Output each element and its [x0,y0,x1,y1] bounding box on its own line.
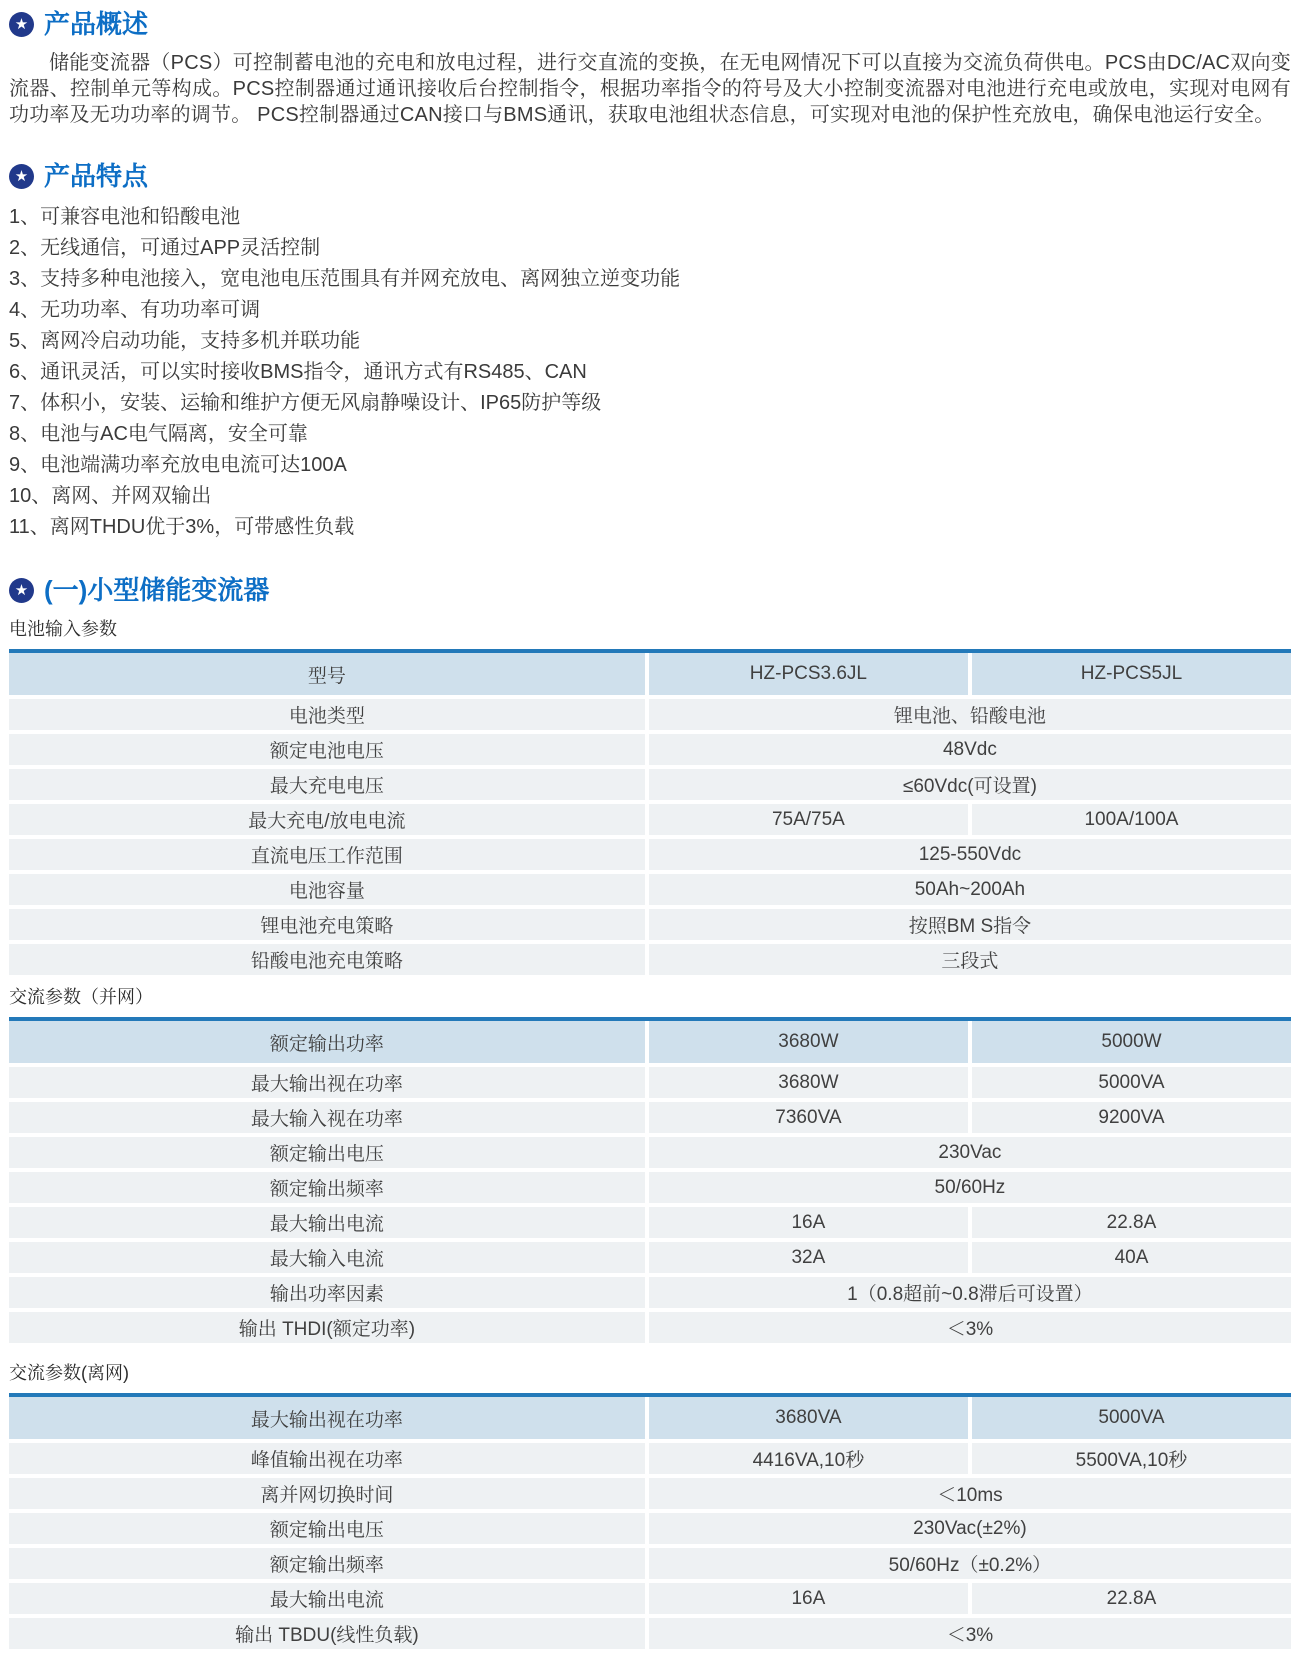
table-cell-value: 5000VA [972,1067,1291,1098]
table-cell-value: 22.8A [972,1207,1291,1238]
table-cell-value: 7360VA [649,1102,968,1133]
feature-item: 4、无功功率、有功功率可调 [9,299,261,321]
table-row [9,1443,1291,1474]
table-cell-value: 16A [649,1207,968,1238]
table-row [9,1242,1291,1273]
table-row [9,1102,1291,1133]
table-cell-value: 三段式 [649,944,1291,975]
table-cell-value: 16A [649,1583,968,1614]
table-cell-value: 4416VA,10秒 [649,1443,968,1474]
feature-item: 6、通讯灵活，可以实时接收BMS指令，通讯方式有RS485、CAN [9,361,587,383]
table-row [9,909,1291,940]
feature-item: 8、电池与AC电气隔离，安全可靠 [9,423,308,445]
table-row [9,699,1291,730]
table-cell-value: ＜3% [649,1618,1291,1649]
table-row [9,1312,1291,1343]
table-cell-label: 离并网切换时间 [9,1478,645,1509]
table-row [9,804,1291,835]
table-caption-ac-offgrid: 交流参数(离网) [9,1363,129,1383]
table-row [9,1478,1291,1509]
overview-body: 储能变流器（PCS）可控制蓄电池的充电和放电过程，进行交直流的变换，在无电网情况下可以直接为交流负荷供电。PCS由DC/AC双向变流器、控制单元等构成。PCS控制器通过通讯接收后台控制指令，根据功率指令的符号及大小控制变流器对电池进行充电或放电，实现对电网有功功率及无功功率的调节。 PCS控制器通过CAN接口与BMS通讯，获取电池组状态信息，可实现对电池的保护性充放电，确保电池运行安全。 [9,52,1291,126]
table-cell-label: 最大输入电流 [9,1242,645,1273]
feature-item: 7、体积小，安装、运输和维护方便无风扇静噪设计、IP65防护等级 [9,392,602,414]
table-cell-label: 最大充电/放电电流 [9,804,645,835]
table-cell-label: 输出功率因素 [9,1277,645,1308]
star-circle-icon: ★ [9,12,34,37]
table-row [9,1513,1291,1544]
table-cell-value: 1（0.8超前~0.8滞后可设置） [649,1277,1291,1308]
table-cell-value: 48Vdc [649,734,1291,765]
table-row [9,874,1291,905]
table-header-row [9,1021,1291,1063]
table-cell-value: 40A [972,1242,1291,1273]
feature-item: 9、电池端满功率充放电电流可达100A [9,454,347,476]
table-row [9,1618,1291,1649]
feature-item: 3、支持多种电池接入，宽电池电压范围具有并网充放电、离网独立逆变功能 [9,268,681,290]
table-row [9,1277,1291,1308]
table-row [9,769,1291,800]
table-cell-value: 230Vac(±2%) [649,1513,1291,1544]
table-cell-label: 最大输入视在功率 [9,1102,645,1133]
table-cell-value: 9200VA [972,1102,1291,1133]
ac-grid-table [9,1017,1291,1343]
table-cell-label: 最大输出视在功率 [9,1397,645,1439]
feature-item: 1、可兼容电池和铅酸电池 [9,206,241,228]
star-circle-icon: ★ [9,164,34,189]
battery-input-table [9,649,1291,975]
table-cell-label: 输出 TBDU(线性负载) [9,1618,645,1649]
table-cell-value: 32A [649,1242,968,1273]
table-cell-value: ≤60Vdc(可设置) [649,769,1291,800]
table-cell-label: 额定输出电压 [9,1513,645,1544]
table-cell-value: 3680VA [649,1397,968,1439]
table-cell-value: 22.8A [972,1583,1291,1614]
table-cell-value: 75A/75A [649,804,968,835]
table-cell-value: ＜10ms [649,1478,1291,1509]
table-row [9,839,1291,870]
table-header-row [9,653,1291,695]
table-cell-value: 3680W [649,1067,968,1098]
table-cell-value: 50/60Hz（±0.2%） [649,1548,1291,1579]
table-cell-value: 5000W [972,1021,1291,1063]
table-cell-label: 输出 THDI(额定功率) [9,1312,645,1343]
features-title: 产品特点 [44,161,149,191]
table-cell-label: 最大输出电流 [9,1207,645,1238]
table-cell-label: 直流电压工作范围 [9,839,645,870]
table-cell-value: ＜3% [649,1312,1291,1343]
section-title-overview [9,8,1291,40]
ac-offgrid-table [9,1393,1291,1649]
table-row [9,1172,1291,1203]
table-cell-label: 峰值输出视在功率 [9,1443,645,1474]
table-cell-value: 230Vac [649,1137,1291,1168]
table-row [9,1067,1291,1098]
table-cell-label: 型号 [9,653,645,695]
feature-item: 11、离网THDU优于3%，可带感性负载 [9,516,355,538]
feature-item: 10、离网、并网双输出 [9,485,212,507]
table-cell-label: 额定电池电压 [9,734,645,765]
table-cell-label: 最大输出视在功率 [9,1067,645,1098]
table-cell-value: 按照BM S指令 [649,909,1291,940]
section-title-small-pcs [9,575,1291,605]
table-cell-label: 电池容量 [9,874,645,905]
table-cell-value: 5500VA,10秒 [972,1443,1291,1474]
table-caption-ac-grid: 交流参数（并网） [9,987,153,1007]
table-cell-label: 额定输出频率 [9,1548,645,1579]
small-pcs-title: (一)小型储能变流器 [44,575,270,605]
feature-item: 2、无线通信，可通过APP灵活控制 [9,237,321,259]
section-title-features [9,160,1291,192]
table-cell-label: 额定输出功率 [9,1021,645,1063]
table-cell-value: 125-550Vdc [649,839,1291,870]
table-row [9,734,1291,765]
table-cell-label: 最大充电电压 [9,769,645,800]
table-row [9,1137,1291,1168]
star-circle-icon: ★ [9,578,34,603]
table-cell-label: 额定输出频率 [9,1172,645,1203]
table-cell-label: 电池类型 [9,699,645,730]
table-cell-value: 50Ah~200Ah [649,874,1291,905]
table-cell-label: 最大输出电流 [9,1583,645,1614]
table-cell-label: 额定输出电压 [9,1137,645,1168]
table-row [9,1583,1291,1614]
table-row [9,1548,1291,1579]
table-cell-value: HZ-PCS5JL [972,653,1291,695]
table-cell-value: 5000VA [972,1397,1291,1439]
table-cell-value: 锂电池、铅酸电池 [649,699,1291,730]
table-cell-label: 锂电池充电策略 [9,909,645,940]
table-caption-battery-input: 电池输入参数 [9,619,117,639]
table-row [9,1207,1291,1238]
table-row [9,944,1291,975]
table-cell-value: 3680W [649,1021,968,1063]
table-cell-value: HZ-PCS3.6JL [649,653,968,695]
overview-title: 产品概述 [44,9,149,39]
table-header-row [9,1397,1291,1439]
table-cell-label: 铅酸电池充电策略 [9,944,645,975]
table-cell-value: 50/60Hz [649,1172,1291,1203]
table-cell-value: 100A/100A [972,804,1291,835]
feature-item: 5、离网冷启动功能，支持多机并联功能 [9,330,361,352]
feature-list [9,202,1291,543]
